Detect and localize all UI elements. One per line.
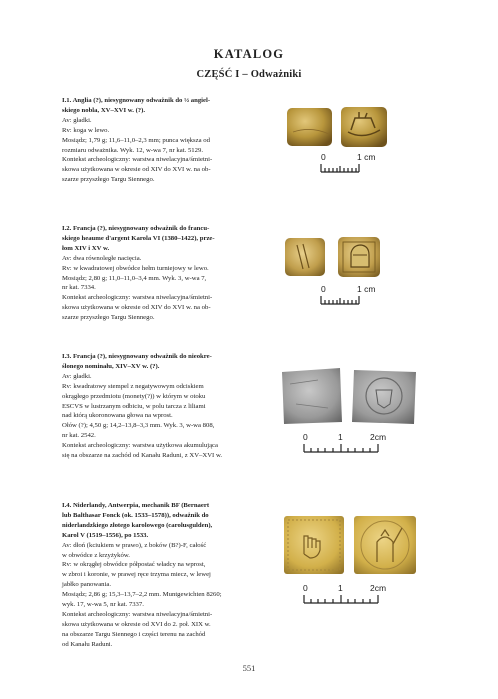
entry-title-line: Karol V (1519–1556), po 1533. <box>62 531 149 539</box>
entry-body-line: się na obszarze na zachód od Kanału Raduni, z XV–XVI w. <box>62 452 223 460</box>
entry-title-line: łom XIV i XV w. <box>62 244 110 252</box>
weight-reverse <box>341 107 387 147</box>
entry-title-line: I.3. Francja (?), niesygnowany odważnik do nieokre- <box>62 353 212 360</box>
entry-body-line: Rv: koga w lewo. <box>62 126 110 134</box>
entry-title-line: lub Balthasar Fonck (ok. 1533–1578)), odważnik do <box>62 511 209 519</box>
entry-body-line: Av: dłoń (kciukiem w prawo), z boków (B?)-F, całość <box>62 541 207 549</box>
entry-body-line: na obszarze Targu Siennego i części terenu na zachód <box>62 630 206 638</box>
scale-label-2cm: 2cm <box>370 432 387 442</box>
entry-body-line: skowa użytkowana w okresie od XVI do 2. poł. XIX w. <box>62 620 211 628</box>
helmet-stamp <box>351 245 369 267</box>
entry-body-line: Kontekst archeologiczny: warstwa użytkowa akumulująca <box>62 442 218 450</box>
scale-bar <box>320 163 362 173</box>
entry-body-line: Av: gładki. <box>62 372 92 380</box>
scale-label-2cm: 2cm <box>370 583 387 593</box>
entry-body-line: Rv: w kwadratowej obwódce hełm turniejowy w lewo. <box>62 264 209 272</box>
catalog-entry-2 <box>62 224 240 323</box>
entry-body-line: szarze przyszłego Targu Siennego. <box>62 176 155 184</box>
weight-photo-obverse-reverse <box>285 104 389 150</box>
entry-title-line: ślonego nominału, XIV–XV w. (?). <box>62 362 160 370</box>
entry-body-line: jabłko panowania. <box>62 581 112 589</box>
catalog-heading: KATALOG <box>213 47 285 61</box>
weight-obverse <box>282 368 342 424</box>
entry-body-line: nr kat. 7334. <box>62 284 96 292</box>
entry-body-line: w zbroi i koronie, w prawej ręce trzyma miecz, w lewej <box>62 571 211 579</box>
entry-body-line: Kontekst archeologiczny: warstwa niwelacyjna/śmietni- <box>62 294 213 302</box>
scale-label-1: 1 <box>338 432 343 442</box>
entry-body-line: Rv: w okrągłej obwódce półpostać władcy na wprost, <box>62 561 206 569</box>
entry-body-line: Rv: kwadratowy stempel z negatywowym odciskiem <box>62 382 204 390</box>
entry-body-line: nr kat. 2542. <box>62 432 96 440</box>
section-subheading: CZĘŚĆ I – Odważniki <box>196 69 302 80</box>
scale-label-1cm: 1 cm <box>357 152 376 162</box>
catalog-entry-3 <box>62 352 240 461</box>
entry-body-line: Av: dwa równoległe nacięcia. <box>62 254 142 262</box>
entry-title-line: I.1. Anglia (?), niesygnowany odważnik do ½ angiel- <box>62 97 211 104</box>
entry-body-line: Ołów (?); 4,50 g; 14,2–13,8–3,3 mm. Wyk. 3, w-wa 808, <box>62 422 215 430</box>
entry-body-line: ESCVS w lustrzanym odbiciu, w polu tarcza z liliami <box>62 402 206 410</box>
scale-label-1: 1 <box>338 583 343 593</box>
scale-label-zero: 0 <box>321 152 326 162</box>
scale-bar <box>303 443 381 453</box>
weight-obverse <box>284 516 344 574</box>
entry-body-line: Mosiądz; 1,79 g; 11,6–11,0–2,3 mm; punca większa od <box>62 136 210 144</box>
entry-title-line: skiego heaume d'argent Karola VI (1380–1422), prze- <box>62 234 215 242</box>
entry-title-line: I.4. Niderlandy, Antwerpia, mechanik BF (Bernaert <box>62 502 210 509</box>
weight-obverse <box>285 238 325 276</box>
entry-body-line: Kontekst archeologiczny: warstwa niwelacyjna/śmietni- <box>62 156 213 164</box>
entry-body-line: Av: gładki. <box>62 116 92 124</box>
entry-body-line: wyk. 17, w-wa 5, nr kat. 7337. <box>62 601 144 609</box>
entry-body-line: skowa użytkowana w okresie od XIV do XVI w. na ob- <box>62 166 211 174</box>
weight-photo-obverse-reverse <box>278 364 420 428</box>
weight-photo-obverse-reverse <box>280 512 420 578</box>
entry-body-line: nad którą ukoronowana głowa na wprost. <box>62 412 173 420</box>
entry-body-line: od Kanału Raduni. <box>62 640 113 648</box>
entry-title-line: I.2. Francja (?), niesygnowany odważnik do francu- <box>62 225 210 232</box>
catalog-entry-4 <box>62 501 240 650</box>
scale-bar <box>320 295 362 305</box>
scale-label-1cm: 1 cm <box>357 284 376 294</box>
weight-photo-obverse-reverse <box>283 235 383 279</box>
weight-obverse <box>287 108 332 146</box>
weight-reverse <box>354 516 416 574</box>
scale-label-zero: 0 <box>303 432 308 442</box>
entry-body-line: Mosiądz; 2,86 g; 15,3–13,7–2,2 mm. Muntgewichten 8260; <box>62 591 222 599</box>
entry-body-line: okrągłego przedmiotu (monety(?)) w którym w otoku <box>62 392 206 400</box>
page-number: 551 <box>242 663 256 673</box>
entry-body-line: Mosiądz; 2,80 g; 11,0–11,0–3,4 mm. Wyk. 3, w-wa 7, <box>62 274 207 282</box>
scale-bar <box>303 594 381 604</box>
entry-title-line: skiego nobla, XV–XVI w. (?). <box>62 106 146 114</box>
entry-body-line: w obwódce z krzyżyków. <box>62 551 130 559</box>
entry-title-line: niderlandzkiego złotego karolowego (carolusgulden), <box>62 521 213 529</box>
catalog-entry-1 <box>62 96 240 185</box>
scale-label-zero: 0 <box>303 583 308 593</box>
entry-body-line: skowa użytkowana w okresie od XIV do XVI w. na ob- <box>62 304 211 312</box>
entry-body-line: szarze przyszłego Targu Siennego. <box>62 314 155 322</box>
entry-body-line: Kontekst archeologiczny: warstwa niwelacyjna/śmietni- <box>62 610 213 618</box>
scale-label-zero: 0 <box>321 284 326 294</box>
entry-body-line: rozmiaru odważnika. Wyk. 12, w-wa 7, nr kat. 5129. <box>62 146 203 154</box>
